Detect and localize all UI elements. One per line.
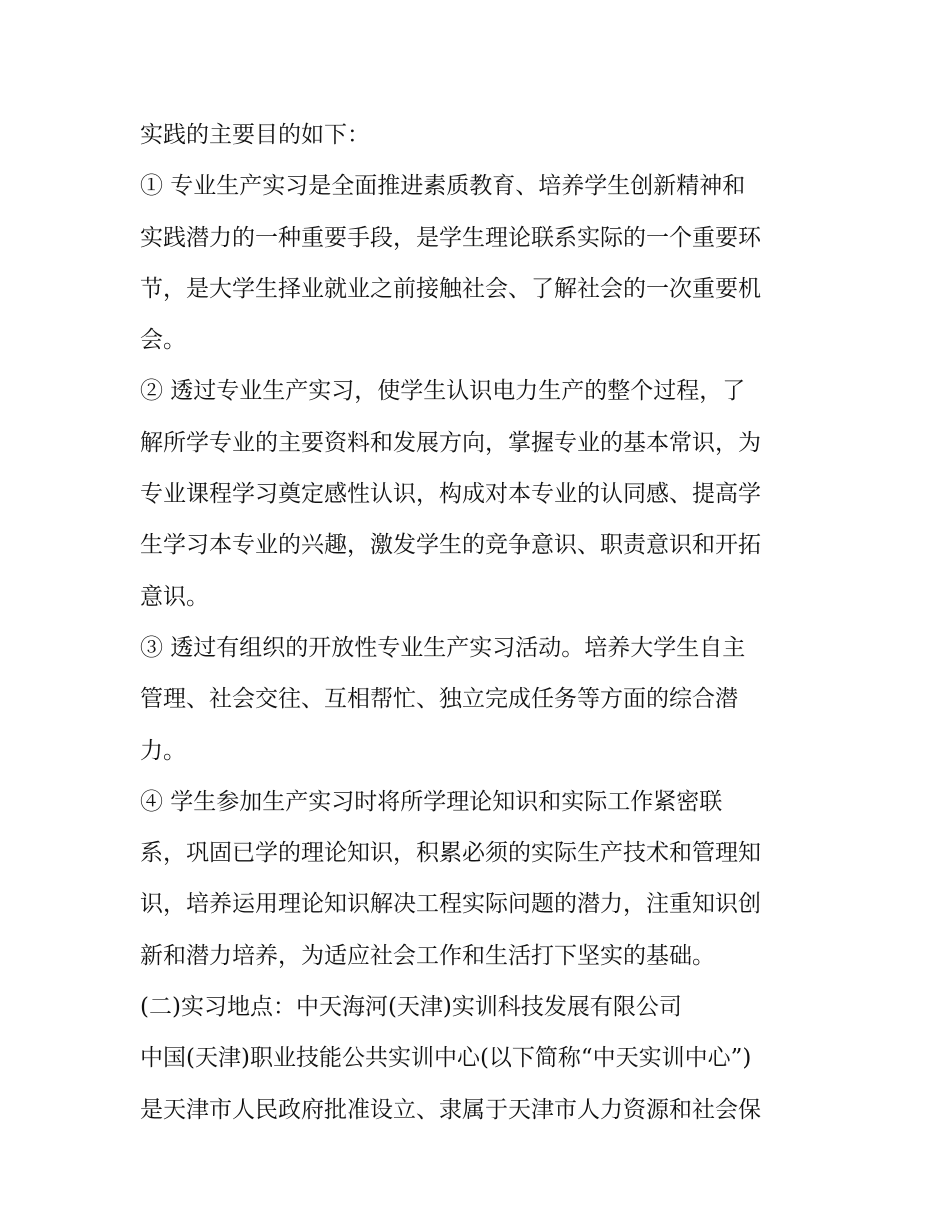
document-body xyxy=(140,110,820,1136)
text-line: ① 专业生产实习是全面推进素质教育、培养学生创新精神和 xyxy=(140,173,746,200)
text-line: 新和潜力培养，为适应社会工作和生活打下坚实的基础。 xyxy=(140,942,715,969)
text-line: 识，培养运用理论知识解决工程实际问题的潜力，注重知识创 xyxy=(140,891,761,918)
text-line: 实践潜力的一种重要手段，是学生理论联系实际的一个重要环 xyxy=(140,224,761,251)
text-line: ④ 学生参加生产实习时将所学理论知识和实际工作紧密联 xyxy=(140,788,723,815)
text-line: 会。 xyxy=(140,327,186,354)
text-line: (二)实习地点：中天海河(天津)实训科技发展有限公司 xyxy=(140,994,682,1021)
text-line: 实践的主要目的如下： xyxy=(140,122,370,148)
text-line: 系，巩固已学的理论知识，积累必须的实际生产技术和管理知 xyxy=(140,840,761,867)
text-line: 意识。 xyxy=(140,583,209,610)
text-line: 解所学专业的主要资料和发展方向，掌握专业的基本常识，为 xyxy=(140,429,761,456)
text-line: ③ 透过有组织的开放性专业生产实习活动。培养大学生自主 xyxy=(140,634,746,661)
text-line: 力。 xyxy=(140,737,186,764)
text-line: 生学习本专业的兴趣，激发学生的竞争意识、职责意识和开拓 xyxy=(140,532,761,559)
text-line: ② 透过专业生产实习，使学生认识电力生产的整个过程，了 xyxy=(140,378,746,405)
text-line: 是天津市人民政府批准设立、隶属于天津市人力资源和社会保 xyxy=(140,1096,761,1123)
text-line: 专业课程学习奠定感性认识，构成对本专业的认同感、提高学 xyxy=(140,481,761,508)
text-line: 管理、社会交往、互相帮忙、独立完成任务等方面的综合潜 xyxy=(140,686,738,713)
text-line: 中国(天津)职业技能公共实训中心(以下简称“中天实训中心”) xyxy=(140,1045,752,1072)
text-line: 节，是大学生择业就业之前接触社会、了解社会的一次重要机 xyxy=(140,275,761,302)
